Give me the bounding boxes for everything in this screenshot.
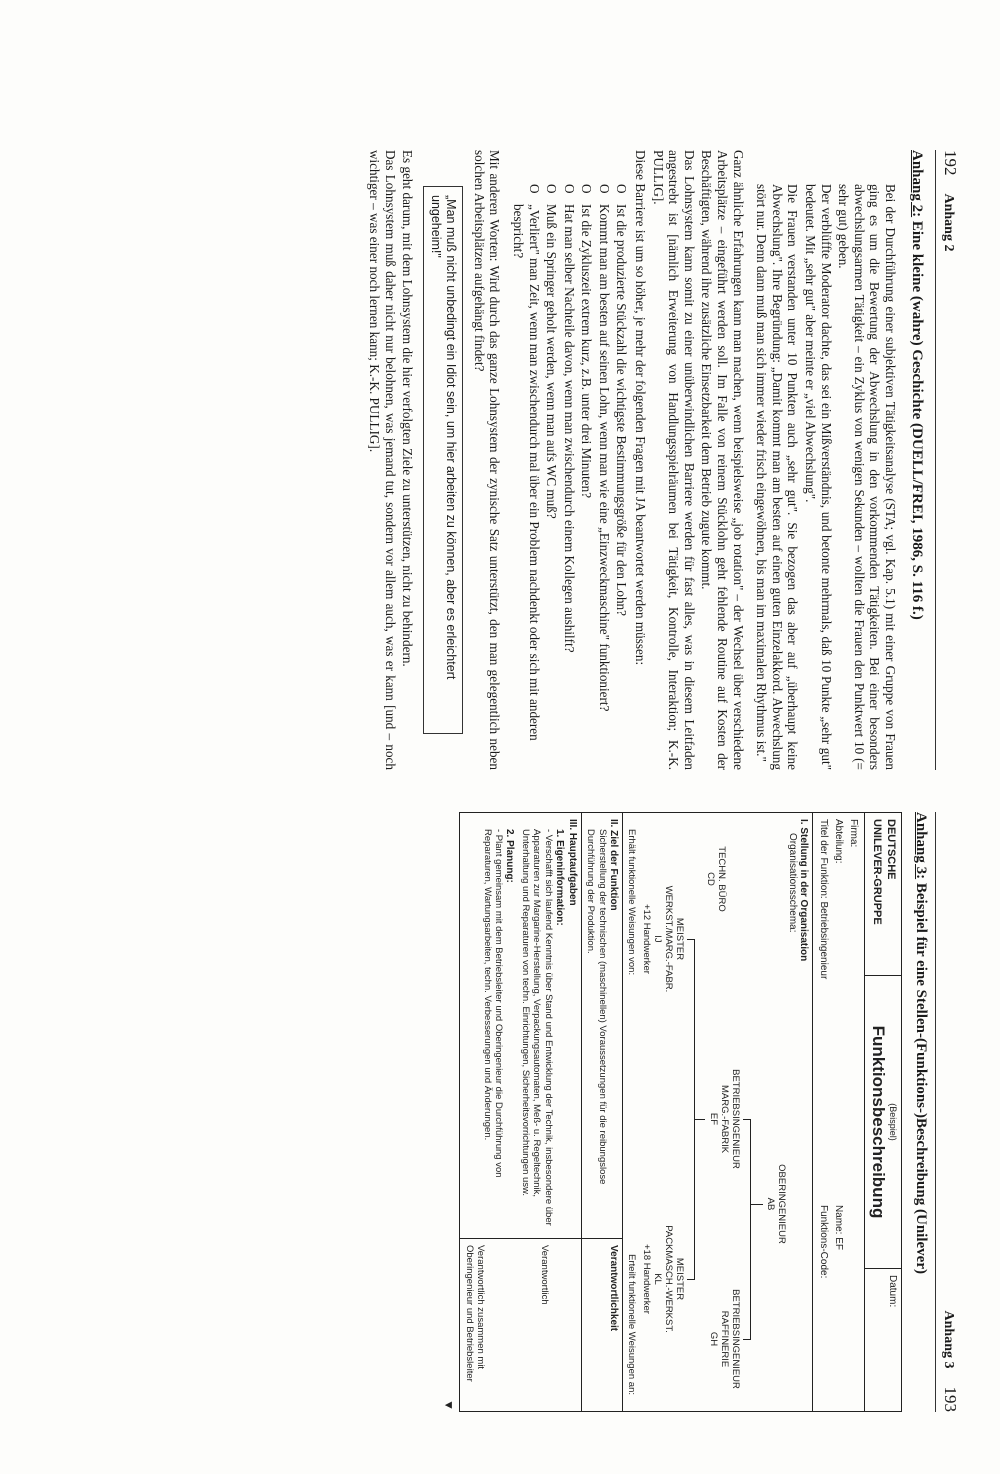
page-192 bbox=[240, 150, 960, 770]
paragraph-zynischer-satz: Mit anderen Worten: Wird durch das ganze Lohnsystem der zynische Satz unterstützt, den man gelegentlich neben solchen Arbeitsplätzen aufgehängt findet? bbox=[471, 150, 503, 770]
title-rest: Eine kleine (wahre) Geschichte (DUELL/FREI, 1986, S. 116 f.) bbox=[909, 217, 925, 620]
task-2-text: - Plant gemeinsam mit dem Betriebsleiter und Oberingenieur die Durchführung von Reparaturen, Wartungsarbeiten, techn. Verbesserungen und Änderungen. bbox=[482, 829, 505, 1178]
org-connector bbox=[743, 1339, 751, 1340]
question-text: Hat man selber Nachteile davon, wenn man zwischendurch einem Kollegen aushilft? bbox=[561, 204, 577, 653]
org-connector bbox=[695, 1119, 705, 1120]
form-subtitle: (Beispiel) bbox=[888, 1103, 898, 1141]
running-head-192 bbox=[935, 150, 960, 770]
section-2-title: II. Ziel der Funktion bbox=[608, 819, 619, 911]
company-line-1: DEUTSCHE bbox=[885, 819, 897, 880]
question-text: Ist die produzierte Stückzahl die wichtigste Bestimmungsgröße für den Lohn? bbox=[614, 204, 630, 617]
gives-label: Erteilt funktionelle Weisungen an: bbox=[626, 1254, 637, 1395]
responsibility-1: Verantwortlich bbox=[539, 1245, 550, 1305]
question-list bbox=[510, 150, 629, 770]
section-title-anhang-2 bbox=[908, 150, 925, 770]
ziel-main bbox=[582, 813, 622, 1239]
page-193 bbox=[80, 812, 960, 1412]
weisungen-row bbox=[626, 819, 637, 1405]
org-node-betriebsingenieur-raff: BETRIEBSINGENIEUR RAFFINERIE GH bbox=[708, 1289, 741, 1389]
page-number: 192 bbox=[941, 150, 960, 176]
circle-bullet-icon: O bbox=[561, 184, 577, 194]
task-1-title: 1. Eigeninformation: bbox=[554, 829, 565, 926]
running-head-label: Anhang 2 bbox=[941, 193, 956, 252]
section-organisation bbox=[622, 813, 812, 1411]
running-head-193 bbox=[935, 812, 960, 1412]
org-node-betriebsingenieur-marg: BETRIEBSINGENIEUR MARG.-FABRIK EF bbox=[708, 1069, 741, 1169]
org-connector bbox=[694, 939, 695, 1279]
page-number: 193 bbox=[941, 1386, 960, 1412]
datum-field: Datum: bbox=[887, 1275, 898, 1308]
paragraph-barriere: Diese Barriere ist um so höher, je mehr der folgenden Fragen mit JA beantwortet werden müssen: bbox=[633, 150, 649, 666]
question-text: „Verliert" man Zeit, wenn man zwischendurch mal über ein Problem nachdenkt oder sich mit anderen bespricht? bbox=[510, 204, 542, 741]
name-label: Name: bbox=[833, 1205, 844, 1235]
paragraph-belohnen: Das Lohnsystem muß daher nicht nur belohnen, was jemand tut, sondern vor allem auch, was er kann [und – noch wichtiger – was einer noch lernen kann; K.-K. PULLIG]. bbox=[366, 150, 398, 770]
list-item bbox=[579, 184, 595, 770]
list-item bbox=[561, 184, 577, 770]
circle-bullet-icon: O bbox=[596, 184, 612, 194]
title-rest: Beispiel für eine Stellen-(Funktions-)Beschreibung (Unilever) bbox=[913, 879, 929, 1274]
story-paragraph-1: Bei der Durchführung einer subjektiven Tätigkeitsanalyse (STA; vgl. Kap. 5.1) mit einer Gruppe von Frauen ging es um die Bewertung der Abwechslung in den vorkommenden Tätigkeiten. Bei einer besonders abwechslungsarmen Tätigkeit – ein Zyklus von wenigen Sekunden – wollten die Frauen den Punktwert 10 (= sehr gut) geben. bbox=[836, 184, 898, 770]
quote-box: „Man muß nicht unbedingt ein Idiot sein, um hier arbeiten zu können, aber es erleichtert ungeheim!" bbox=[423, 186, 463, 734]
list-item bbox=[544, 184, 560, 770]
list-item bbox=[596, 184, 612, 770]
company-name bbox=[865, 813, 901, 976]
org-node-techn-buero: TECHN. BÜRO CD bbox=[705, 846, 727, 912]
name-value: EF bbox=[833, 1237, 844, 1251]
paragraph-lohnsystem: Das Lohnsystem kann somit zu einer unüberwindlichen Barriere werden für fast alles, was in diesem Leitfaden angestrebt ist [nämlich Erweiterung von Handlungsspielräumen bei Tätigkeit, Kontrolle, Interaktion; K.-K. PULLIG]. bbox=[650, 150, 697, 770]
form-title bbox=[865, 976, 901, 1269]
form-title-text: Funktionsbeschreibung bbox=[869, 1025, 888, 1219]
org-connector bbox=[751, 1204, 763, 1205]
title-anchor: Anhang 3: bbox=[913, 812, 929, 880]
org-node-oberingenieur: OBERINGENIEUR AB bbox=[765, 1164, 787, 1244]
task-2-title: 2. Planung: bbox=[504, 829, 516, 883]
titel-value: Betriebsingenieur bbox=[818, 901, 829, 980]
org-node-meister-werkst: MEISTER WERKST./MARG.-FABR. IJ +12 Handwerker bbox=[641, 885, 685, 993]
org-connector bbox=[743, 1119, 751, 1120]
list-item bbox=[510, 184, 541, 770]
paragraph-job-rotation: Ganz ähnliche Erfahrungen kann man machen, wenn beispielsweise „job rotation" – der Wechsel über verschiedene Arbeitsplätze – eingeführt werden soll. Im Falle von reinem Stücklohn geht fehlende Routine auf Kosten der Beschäftigten, während ihre zusätzliche Einsetzbarkeit dem Betrieb zugute kommt. bbox=[699, 150, 746, 770]
circle-bullet-icon: O bbox=[579, 184, 595, 194]
running-head-label: Anhang 3 bbox=[941, 1310, 956, 1369]
org-connector bbox=[687, 1279, 695, 1280]
section-1-title: I. Stellung in der Organisation bbox=[798, 819, 809, 962]
section-ziel bbox=[581, 813, 622, 1411]
paragraph-ziele: Es geht darum, mit dem Lohnsystem die hier verfolgten Ziele zu unterstützen, nicht zu behindern. bbox=[400, 150, 416, 667]
firma-label: Firma: bbox=[848, 819, 859, 848]
responsibility-header: Verantwortlichkeit bbox=[608, 1245, 619, 1332]
form-header-row bbox=[864, 813, 901, 1411]
circle-bullet-icon: O bbox=[526, 184, 542, 194]
section-title-anhang-3 bbox=[912, 812, 929, 1412]
titel-label: Titel der Funktion: bbox=[818, 819, 829, 899]
abteilung-label: Abteilung: bbox=[833, 819, 844, 864]
org-connector bbox=[750, 1119, 751, 1339]
story-paragraph-3: Die Frauen verstanden unter 10 Punkten auch „sehr gut". Sie bezogen das aber auf „überhaupt keine Abwechslung". Ihre Begründung: „Damit kommt man am besten auf einen guten Einzelakkord. Abwechslung stört nur. Denn dann muß man sich immer wieder frisch eingewöhnen, bis man im maximalen Rhythmus ist." bbox=[754, 184, 801, 770]
circle-bullet-icon: O bbox=[544, 184, 560, 194]
section-2-text: Sicherstellung der technischen (maschinellen) Voraussetzungen für die reibungslose Durchführung der Produktion. bbox=[585, 829, 608, 1185]
story-paragraph-2: Der verblüffte Moderator dachte, das sei ein Mißverständnis, und betonte mehrmals, daß 10 Punkte „sehr gut" bedeutet. Mit „sehr gut" aber meinte er „viel Abwechslung". bbox=[803, 184, 834, 770]
section-hauptaufgaben bbox=[461, 813, 582, 1411]
org-node-meister-packmasch: MEISTER PACKMASCH.-WERKST. KL +18 Handwerker bbox=[641, 1225, 685, 1333]
job-description-form bbox=[442, 812, 903, 1412]
section-3-title: III. Hauptaufgaben bbox=[567, 819, 578, 906]
titel-field bbox=[816, 819, 831, 1205]
org-chart bbox=[637, 819, 787, 1405]
question-text: Kommt man am besten auf seinen Lohn, wenn man wie eine „Einzweckmaschine" funktioniert? bbox=[596, 204, 612, 712]
org-connector bbox=[687, 939, 695, 940]
question-text: Ist die Zykluszeit extrem kurz, z.B. unter drei Minuten? bbox=[579, 204, 595, 499]
receives-label: Erhält funktionelle Weisungen von: bbox=[626, 829, 637, 976]
company-line-2: UNILEVER-GRUPPE bbox=[871, 819, 883, 925]
form-meta bbox=[812, 813, 864, 1411]
continue-arrow-icon: ▼ bbox=[442, 1399, 457, 1411]
list-item bbox=[614, 184, 630, 770]
circle-bullet-icon: O bbox=[614, 184, 630, 194]
tasks-main bbox=[461, 813, 582, 1239]
task-1-text: - Verschafft sich laufend Kenntnis über Stand und Entwicklung der Technik, insbesondere über Apparaturen zur Margarine-Herstellung, Verpackungsautomaten, Meß- u. Regeltechnik, Unterhaltung und Reparaturen von techn. Einrichtungen, Sicherheitsvorrichtungen usw. bbox=[520, 829, 554, 1226]
title-anchor: Anhang 2: bbox=[909, 150, 925, 218]
tasks-responsibility bbox=[461, 1239, 582, 1411]
question-text: Muß ein Springer geholt werden, wenn man aufs WC muß? bbox=[544, 204, 560, 519]
org-schema-label: Organisationsschema: bbox=[787, 833, 798, 933]
code-label: Funktions-Code: bbox=[818, 1205, 829, 1279]
name-field bbox=[831, 1205, 846, 1405]
responsibility-2: Verantwortlich zusammen mit Oberingenieur und Betriebsleiter bbox=[464, 1245, 487, 1382]
responsibility-column bbox=[582, 1239, 622, 1411]
